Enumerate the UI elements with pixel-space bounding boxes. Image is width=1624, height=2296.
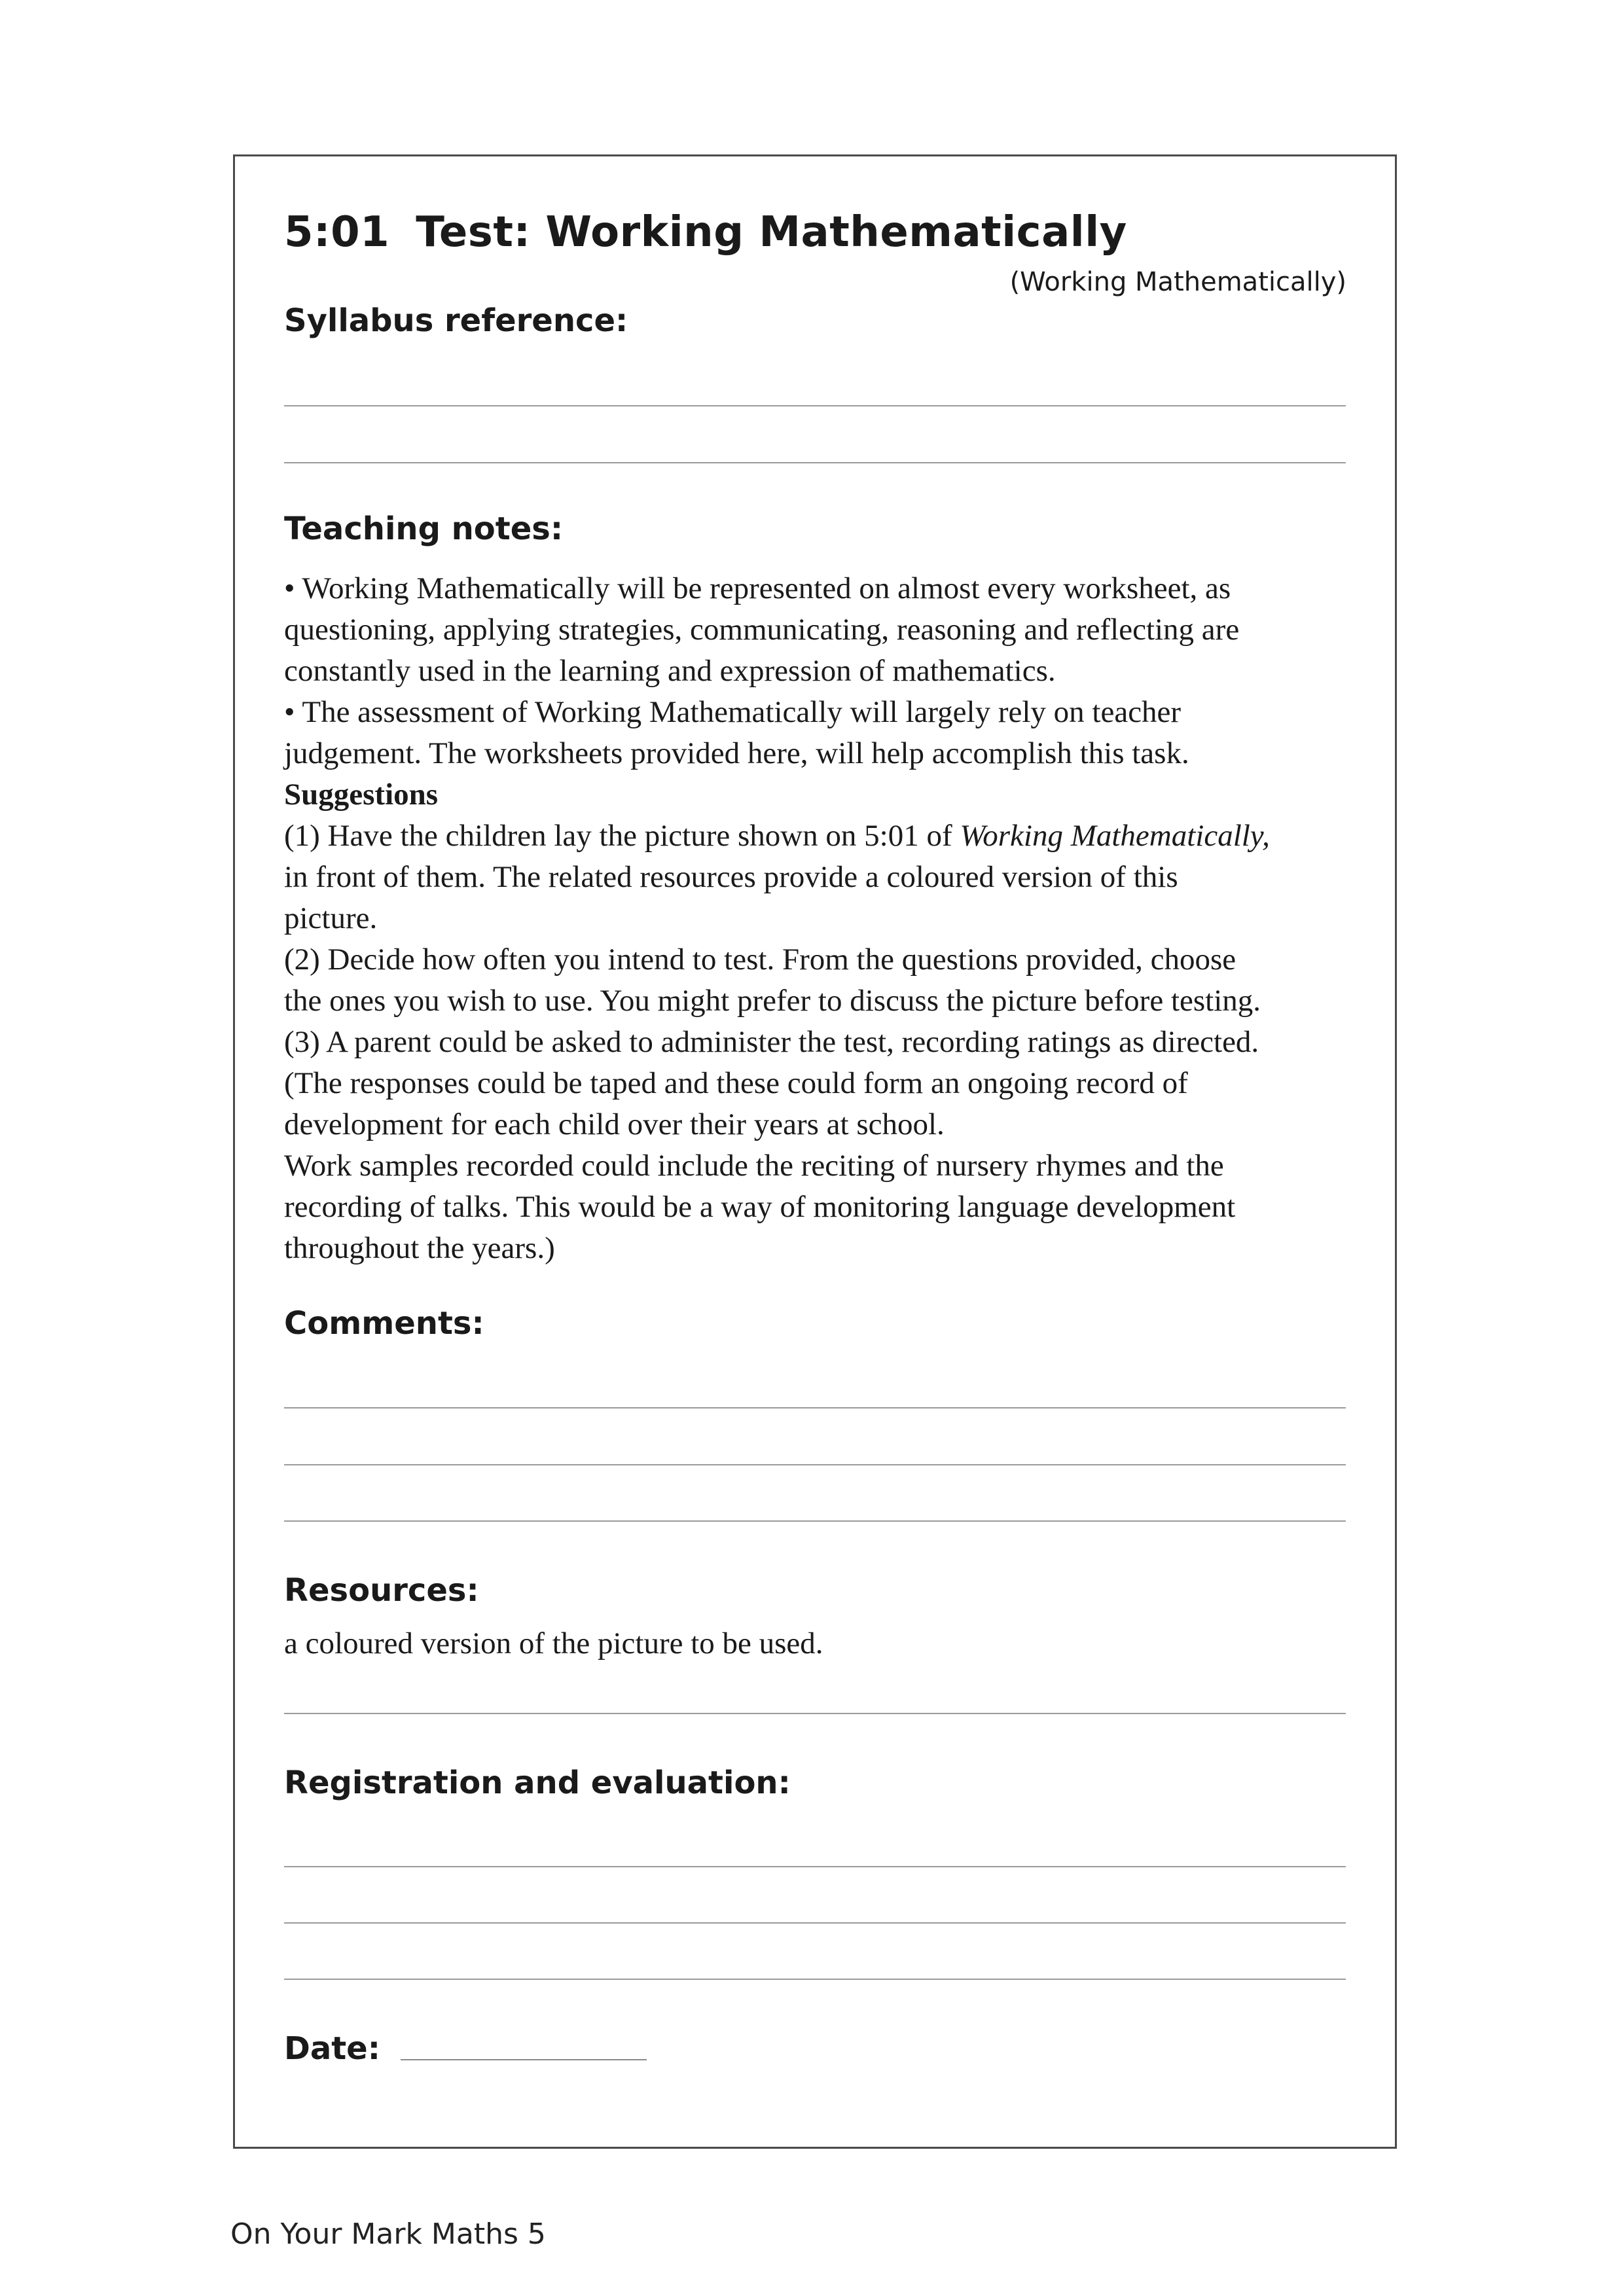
- comments-writing-line: [284, 1407, 1346, 1408]
- syllabus-writing-line: [284, 462, 1346, 463]
- notes-line: throughout the years.): [284, 1231, 555, 1265]
- registration-writing-line: [284, 1866, 1346, 1867]
- notes-line: constantly used in the learning and expression of mathematics.: [284, 654, 1056, 688]
- notes-line: Work samples recorded could include the reciting of nursery rhymes and the: [284, 1149, 1224, 1183]
- notes-line: (3) A parent could be asked to administer the test, recording ratings as directed.: [284, 1025, 1259, 1059]
- notes-line: recording of talks. This would be a way of monitoring language development: [284, 1190, 1236, 1224]
- comments-writing-line: [284, 1520, 1346, 1522]
- strand-label: (Working Mathematically): [1009, 267, 1346, 297]
- teaching-notes-body: [284, 568, 1358, 1269]
- date-row: [284, 2030, 380, 2067]
- registration-heading: Registration and evaluation:: [284, 1765, 791, 1801]
- resources-heading: Resources:: [284, 1572, 479, 1609]
- notes-line: the ones you wish to use. You might prefer to discuss the picture before testing.: [284, 984, 1261, 1018]
- title-number: 5:01: [284, 208, 390, 257]
- notes-line: judgement. The worksheets provided here, will help accomplish this task.: [284, 736, 1189, 770]
- notes-line: (The responses could be taped and these could form an ongoing record of: [284, 1066, 1188, 1100]
- syllabus-writing-line: [284, 405, 1346, 406]
- book-title-italic: Working Mathematically,: [960, 819, 1270, 853]
- footer-book-title: On Your Mark Maths 5: [230, 2217, 546, 2251]
- title-text: Test: Working Mathematically: [416, 208, 1127, 257]
- syllabus-heading: Syllabus reference:: [284, 302, 628, 339]
- date-writing-line: [401, 2059, 647, 2060]
- date-label: Date:: [284, 2030, 380, 2067]
- page-title: [284, 208, 1127, 257]
- notes-line: questioning, applying strategies, communicating, reasoning and reflecting are: [284, 613, 1240, 647]
- comments-writing-line: [284, 1464, 1346, 1465]
- notes-line: • The assessment of Working Mathematically will largely rely on teacher: [284, 695, 1182, 729]
- notes-line-text: (1) Have the children lay the picture shown on 5:01 of: [284, 819, 960, 853]
- notes-line: in front of them. The related resources provide a coloured version of this: [284, 860, 1178, 894]
- notes-line: (2) Decide how often you intend to test. From the questions provided, choose: [284, 942, 1236, 977]
- registration-writing-line: [284, 1922, 1346, 1924]
- resources-text: a coloured version of the picture to be used.: [284, 1626, 823, 1660]
- comments-heading: Comments:: [284, 1305, 484, 1342]
- suggestions-heading: Suggestions: [284, 778, 439, 812]
- resources-writing-line: [284, 1713, 1346, 1714]
- notes-line: • Working Mathematically will be represented on almost every worksheet, as: [284, 571, 1231, 605]
- notes-line: development for each child over their years at school.: [284, 1107, 945, 1141]
- teaching-notes-heading: Teaching notes:: [284, 511, 564, 547]
- notes-line: [284, 816, 1358, 857]
- registration-writing-line: [284, 1979, 1346, 1980]
- notes-line: picture.: [284, 901, 378, 935]
